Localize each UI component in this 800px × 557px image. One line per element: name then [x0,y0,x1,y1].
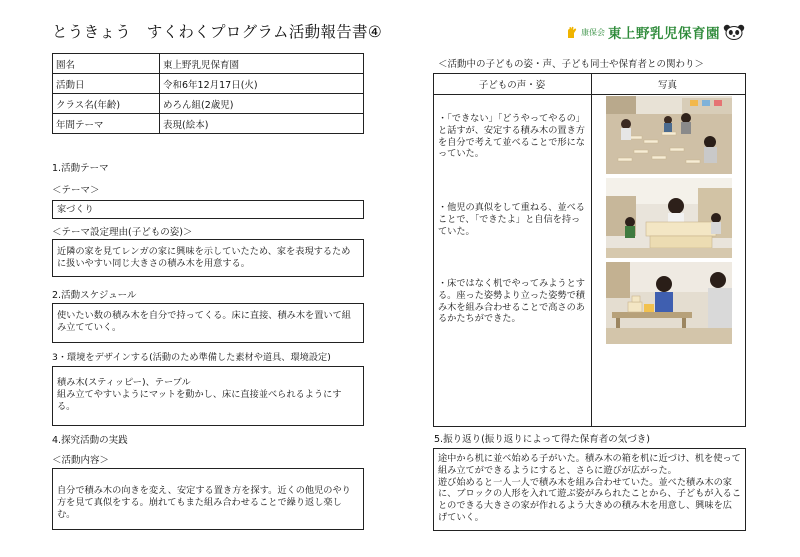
document-title: とうきょう すくわくプログラム活動報告書④ [52,23,383,41]
panda-icon [723,24,745,40]
info-key: クラス名(年齢) [53,94,160,114]
info-row [53,114,364,134]
theme-box: 家づくり [52,200,364,219]
observation-text-2: ・他児の真似をして重ねる、並べることで、「できたよ」と自信を持っていた。 [438,202,585,237]
section-2-heading: 2.活動スケジュール [52,290,137,301]
column-divider [591,74,592,426]
info-key: 活動日 [53,74,160,94]
reason-box: 近隣の家を見てレンガの家に興味を示していたため、家を表現するために扱いやすい同じ大きさの積み木を用意する。 [52,239,364,277]
section-4-heading: 4.探究活動の実践 [52,435,128,446]
schedule-box: 使いたい数の積み木を自分で持ってくる。床に直接、積み木を置いて組み立てていく。 [52,303,364,343]
logo-name: 東上野乳児保育園 [608,26,720,42]
activity-label: ＜活動内容＞ [52,455,110,466]
observation-text-3: ・床ではなく机でやってみようとする。座った姿勢より立った姿勢で積み木を組み合わせることで高さのあるかたちができた。 [438,278,585,325]
activity-photo-2 [606,178,732,258]
theme-label: ＜テーマ＞ [52,185,100,196]
info-value: 表現(絵本) [160,114,364,134]
info-value: 東上野乳児保育園 [160,54,364,74]
info-row [53,54,364,74]
section-1-heading: 1.活動テーマ [52,163,109,174]
section-5-heading: 5.振り返り(振り返りによって得た保育者の気づき) [434,434,650,445]
hand-logo-icon [566,26,578,39]
info-table [52,53,364,134]
info-value: めろん組(2歳児) [160,94,364,114]
section-3-heading: 3・環境をデザインする(活動のため準備した素材や道具、環境設定) [52,352,331,363]
reason-label: ＜テーマ設定理由(子どもの姿)＞ [52,227,193,238]
logo-sub: 康保会 [581,27,605,37]
activity-photo-3 [606,262,732,344]
col-header-photo: 写真 [657,80,677,91]
observation-table [433,73,746,427]
info-key: 園名 [53,54,160,74]
info-row [53,94,364,114]
environment-box: 積み木(スティッピー)、テーブル 組み立てやすいようにマットを動かし、床に直接並べられるようにする。 [52,366,364,426]
activity-box: 自分で積み木の向きを変え、安定する置き方を探す。近くの他児のやり方を見て真似をする。崩れてもまた組み合わせることで繰り返し楽しむ。 [52,468,364,530]
info-row [53,74,364,94]
observation-text-1: ・「できない」「どうやってやるの」と話すが、安定する積み木の置き方を自分で考えて並べることで形になっていた。 [438,113,585,160]
info-value: 令和6年12月17日(火) [160,74,364,94]
col-header-voice: 子どもの声・姿 [478,80,546,91]
reflection-box: 途中から机に並べ始める子がいた。積み木の箱を机に近づけ、机を使って組み立てができるようにすると、さらに遊びが広がった。 遊び始めると一人一人で積み木を組み合わせていた。並べた積み木の家に、ブロックの人形を入れて遊ぶ姿がみられたことから、子どもが入ることのできる大きさの家が作れるよう大きめの積み木を用意し、興味を広げていく。 [433,448,746,531]
activity-photo-1 [606,96,732,174]
info-key: 年間テーマ [53,114,160,134]
observation-table-header [434,74,745,95]
observation-heading: ＜活動中の子どもの姿・声、子ども同士や保育者との関わり＞ [438,59,705,70]
nursery-logo [566,22,745,42]
